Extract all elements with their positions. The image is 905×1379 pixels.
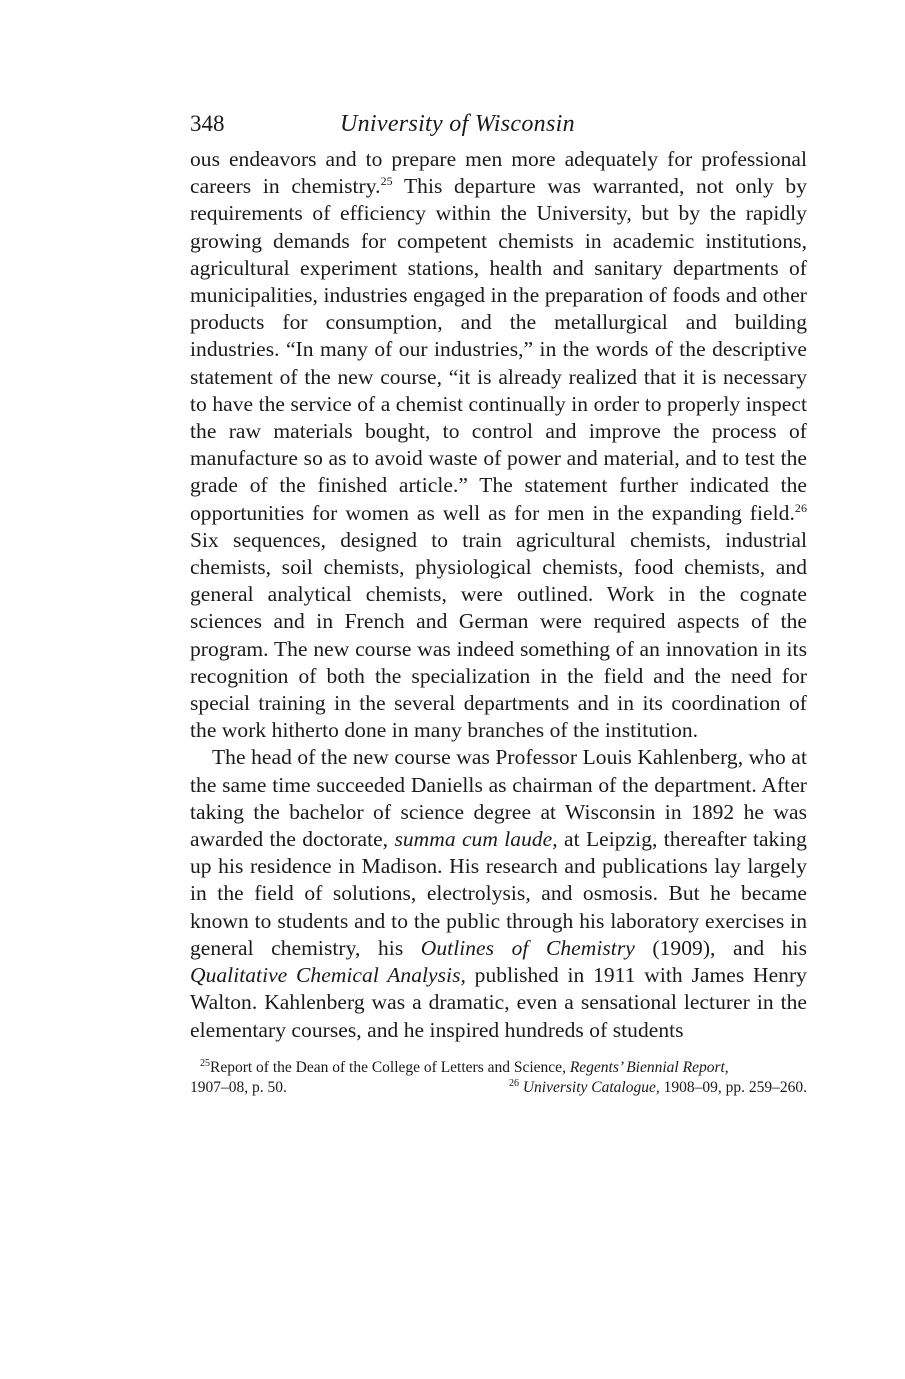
footnote-ref-26: 26 <box>794 500 807 515</box>
book-page <box>190 108 807 1098</box>
paragraph-2-italic-summa: summa cum laude, <box>394 827 558 852</box>
paragraph-1-text-c: Six sequences, designed to train agricultural chemists, industrial chemists, soil chemists, physiological chemists, food chemists, and general analytical chemists, were outlined. Work in the cognate sciences and in French and German were required aspects of the program. The new course was indeed something of an innovation in its recognition of both the specialization in the field and the need for special training in the several departments and in its coordination of the work hitherto done in many branches of the institution. <box>190 527 807 743</box>
paragraph-2-text-b: at Leipzig, thereafter taking up his residence in Madison. His research and publications lay largely in the field of solutions, electrolysis, and osmosis. But he became known to students and to the public through his laboratory exercises in general chemistry, his <box>190 827 807 960</box>
footnote-line-2 <box>190 1078 807 1098</box>
footnote-26-italic: University Catalogue, <box>522 1078 660 1096</box>
footnote-number-26: 26 <box>508 1077 519 1089</box>
footnote-25-italic: Regents’ Biennial Report, <box>569 1058 729 1076</box>
footnote-ref-25: 25 <box>380 174 393 189</box>
paragraph-2-text-d: published in 1911 with James Henry Walton. Kahlenberg was a dramatic, even a sensational lecturer in the elementary courses, and he inspired hundreds of students <box>190 963 807 1042</box>
footnote-25-line-1 <box>190 1058 807 1078</box>
footnote-25-text: Report of the Dean of the College of Letters and Science, <box>210 1058 570 1076</box>
paragraph-2-text-c: (1909), and his <box>634 935 808 960</box>
paragraph-2-text-a: The head of the new course was Professor Louis Kahlenberg, who at the same time succeeded Daniells as chairman of the department. After taking the bachelor of science degree at Wisconsin in 1892 he was awarded the doctorate, <box>190 745 807 852</box>
body-text <box>190 146 807 1044</box>
paragraph-1-text-b: This departure was warranted, not only by requirements of efficiency within the University, but by the rapidly growing demands for competent chemists in academic institutions, agricultural experiment stations, health and sanitary departments of municipalities, industries engaged in the preparation of foods and other products for consumption, and the metallurgical and building industries. “In many of our industries,” in the words of the descriptive statement of the new course, “it is already realized that it is necessary to have the service of a chemist continually in order to properly inspect the raw materials bought, to control and improve the process of manufacture so as to avoid waste of power and material, and to test the grade of the finished article.” The statement further indicated the opportunities for women as well as for men in the expanding field. <box>190 174 807 525</box>
paragraph-2-italic-outlines: Outlines of Chemistry <box>420 935 635 960</box>
footnote-number-25: 25 <box>200 1057 210 1069</box>
page-number: 348 <box>190 111 225 136</box>
paragraph-2 <box>190 744 807 1043</box>
paragraph-1-text-a: ous endeavors and to prepare men more adequately for professional careers in chemistry. <box>190 147 807 199</box>
paragraph-2-italic-qualitative: Qualitative Chemical Analysis, <box>190 963 466 988</box>
footnote-26-rest: 1908–09, pp. 259–260. <box>659 1078 807 1096</box>
paragraph-1 <box>190 146 807 744</box>
running-title: University of Wisconsin <box>340 111 575 137</box>
footnotes <box>190 1058 807 1098</box>
footnote-25-rest: 1907–08, p. 50. <box>190 1078 287 1096</box>
footnote-26 <box>509 1078 807 1098</box>
running-head <box>190 108 807 146</box>
